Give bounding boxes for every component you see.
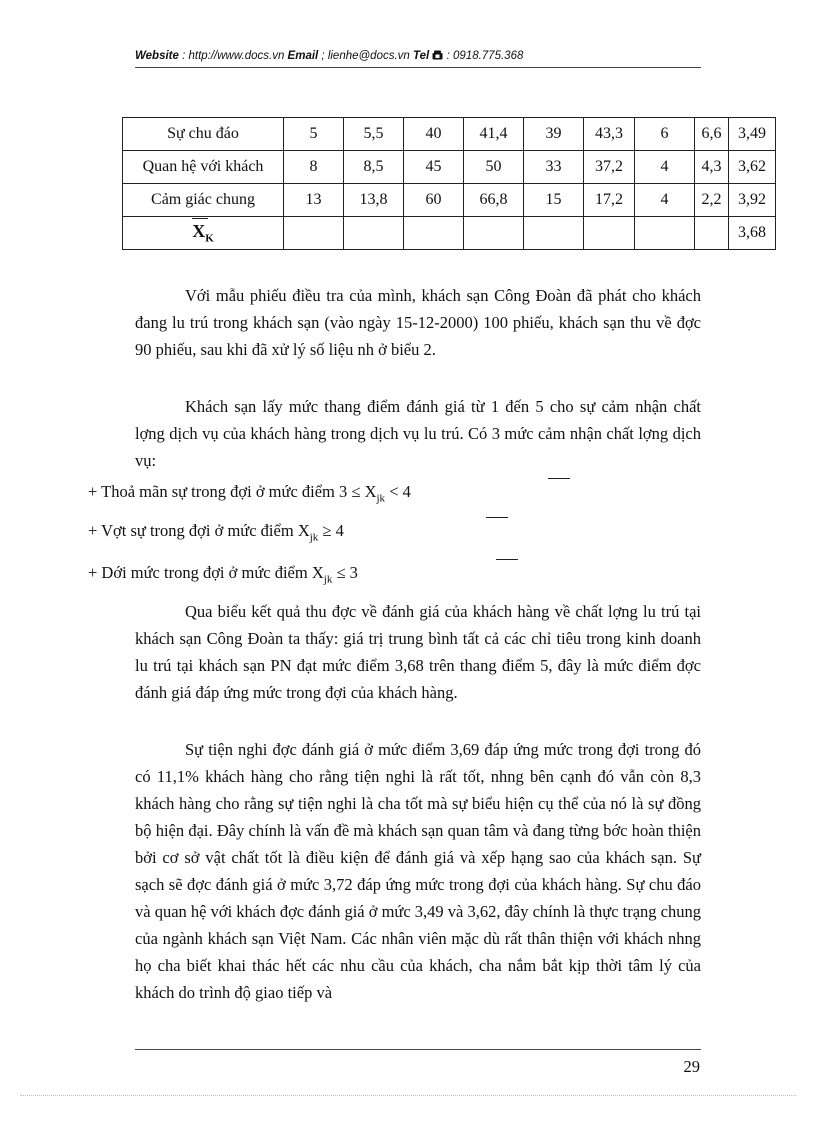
- table-row: [123, 151, 776, 184]
- website-label: Website: [135, 50, 179, 62]
- body-paragraph: Với mẫu phiếu điều tra của mình, khách sạn Công Đoàn đã phát cho khách đang lu trú trong khách sạn (vào ngày 15-12-2000) 100 phiếu, khách sạn thu về đợc 90 phiếu, sau khi đã xử lý số liệu nh ở biểu 2.: [135, 286, 701, 359]
- survey-results-table: [122, 117, 776, 250]
- table-cell: [404, 217, 464, 250]
- table-cell: 13,8: [344, 184, 404, 217]
- footer-rule: [135, 1049, 701, 1050]
- table-cell: 17,2: [584, 184, 635, 217]
- table-cell: 8,5: [344, 151, 404, 184]
- email-address[interactable]: ; lienhe@docs.vn: [318, 50, 414, 62]
- table-cell: [695, 217, 729, 250]
- table-cell: [584, 217, 635, 250]
- table-cell: 50: [464, 151, 524, 184]
- table-row: [123, 184, 776, 217]
- table-cell: 6: [635, 118, 695, 151]
- table-cell: [524, 217, 584, 250]
- table-cell: 33: [524, 151, 584, 184]
- mean-overline: [548, 478, 570, 479]
- table-cell: 40: [404, 118, 464, 151]
- table-cell: 66,8: [464, 184, 524, 217]
- body-paragraph: Sự tiện nghi đợc đánh giá ở mức điểm 3,69 đáp ứng mức trong đợi trong đó có 11,1% khách hàng cho rằng tiện nghi là rất tốt, nhng bên cạnh đó vẫn còn 8,3 khách hàng cho rằng sự tiện nghi là cha tốt mà sự biểu hiện cụ thể của nó là sự đồng bộ hiện đại. Đây chính là vấn đề mà khách sạn quan tâm và đang từng bớc hoàn thiện bởi cơ sở vật chất tốt là điều kiện để đánh giá và xếp hạng sao của khách sạn. Sự sạch sẽ đợc đánh giá ở mức 3,72 đáp ứng mức trong đợi của khách hàng. Sự chu đáo và quan hệ với khách đợc đánh giá ở mức 3,49 và 3,62, đây chính là thực trạng chung của ngành khách sạn Việt Nam. Các nhân viên mặc dù rất thân thiện với khách nhng họ cha biết khai thác hết các nhu cầu của khách, cha nắm bắt kịp thời tâm lý của khách do trình độ giao tiếp và: [135, 740, 701, 1002]
- table-cell: 2,2: [695, 184, 729, 217]
- mean-overline: [496, 559, 518, 560]
- table-cell: [284, 217, 344, 250]
- table-cell: 37,2: [584, 151, 635, 184]
- table-cell: 41,4: [464, 118, 524, 151]
- summary-row: [123, 217, 776, 250]
- row-label: Quan hệ với khách: [123, 151, 284, 184]
- table-cell: 43,3: [584, 118, 635, 151]
- tel-number: : 0918.775.368: [443, 50, 524, 62]
- phone-icon: [432, 50, 443, 60]
- table-cell: 3,92: [729, 184, 776, 217]
- table-cell: 60: [404, 184, 464, 217]
- table-cell: [344, 217, 404, 250]
- criterion-bullet: + Dới mức trong đợi ở mức điểm $X_{jk} \le 3$: [88, 563, 358, 586]
- table-cell: [635, 217, 695, 250]
- table-cell: 3,62: [729, 151, 776, 184]
- table-cell: 5: [284, 118, 344, 151]
- table-cell: 6,6: [695, 118, 729, 151]
- table-cell: 4,3: [695, 151, 729, 184]
- row-label: Sự chu đáo: [123, 118, 284, 151]
- criterion-bullet: + Thoả mãn sự trong đợi ở mức điểm $3 \le X_{jk} < 4$: [88, 482, 411, 505]
- email-label: Email: [287, 50, 319, 62]
- table-cell: 15: [524, 184, 584, 217]
- body-paragraph: Qua biểu kết quả thu đợc về đánh giá của khách hàng về chất lợng lu trú tại khách sạn Công Đoàn ta thấy: giá trị trung bình tất cả các chỉ tiêu trong kinh doanh lu trú tại khách sạn PN đạt mức điểm 3,68 trên thang điểm 5, đây là mức điểm đợc đánh giá đáp ứng mức trong đợi của khách hàng.: [135, 602, 701, 702]
- website-url[interactable]: : http://www.docs.vn: [178, 50, 288, 62]
- mean-overline: [486, 517, 508, 518]
- table-cell: 13: [284, 184, 344, 217]
- table-cell: 4: [635, 184, 695, 217]
- criterion-bullet: + Vợt sự trong đợi ở mức điểm $X_{jk} \ge 4$: [88, 521, 344, 544]
- table-cell: 45: [404, 151, 464, 184]
- page-header: [135, 50, 701, 62]
- page-number: 29: [683, 1057, 700, 1076]
- tel-label: Tel: [413, 50, 430, 62]
- header-rule: [135, 67, 701, 68]
- page-edge-divider: [20, 1095, 796, 1096]
- body-paragraph: Khách sạn lấy mức thang điểm đánh giá từ 1 đến 5 cho sự cảm nhận chất lợng dịch vụ của khách hàng trong dịch vụ lu trú. Có 3 mức cảm nhận chất lợng dịch vụ:: [135, 397, 701, 470]
- row-label-mean: [123, 217, 284, 250]
- table-cell: 39: [524, 118, 584, 151]
- table-cell: [464, 217, 524, 250]
- table-cell: 8: [284, 151, 344, 184]
- table-cell: 3,49: [729, 118, 776, 151]
- table-cell: 4: [635, 151, 695, 184]
- table-cell: 3,68: [729, 217, 776, 250]
- row-label: Cảm giác chung: [123, 184, 284, 217]
- table-cell: 5,5: [344, 118, 404, 151]
- table-row: [123, 118, 776, 151]
- mean-symbol: $X_K$: [192, 221, 214, 245]
